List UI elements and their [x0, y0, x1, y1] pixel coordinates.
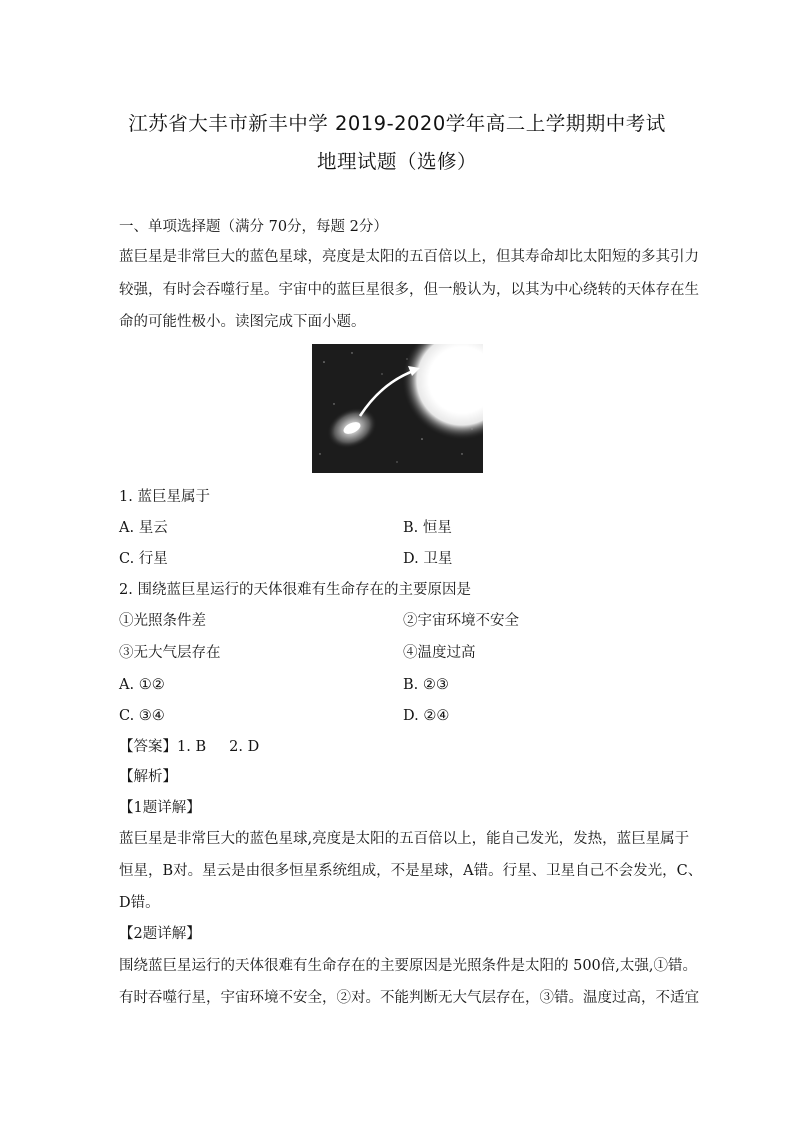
q2-option-a: A. ①② [119, 677, 165, 693]
detail1-heading: 【1题详解】 [119, 800, 201, 816]
detail1-line-3: D错。 [119, 895, 160, 911]
analysis-heading: 【解析】 [119, 769, 177, 785]
q2-item-4: ④温度过高 [403, 645, 476, 661]
q2-item-1: ①光照条件差 [119, 613, 206, 629]
q2-item-2: ②宇宙环境不安全 [403, 613, 519, 629]
q1-option-d: D. 卫星 [403, 551, 453, 567]
q2-option-d: D. ②④ [403, 708, 450, 724]
answer-line: 【答案】1. B 2. D [119, 739, 260, 755]
detail1-line-1: 蓝巨星是非常巨大的蓝色星球,亮度是太阳的五百倍以上，能自己发光，发热，蓝巨星属于 [119, 831, 690, 847]
section-heading: 一、单项选择题（满分 70分，每题 2分） [119, 219, 388, 235]
intro-line-1: 蓝巨星是非常巨大的蓝色星球，亮度是太阳的五百倍以上，但其寿命却比太阳短的多其引力 [119, 249, 699, 265]
q1-option-b: B. 恒星 [403, 520, 452, 536]
detail1-line-2: 恒星，B对。星云是由很多恒星系统组成，不是星球，A错。行星、卫星自己不会发光，C、 [119, 863, 703, 879]
q2-item-3: ③无大气层存在 [119, 645, 221, 661]
blue-giant-figure [312, 344, 483, 473]
q1-option-a: A. 星云 [119, 520, 168, 536]
q2-stem: 2. 围绕蓝巨星运行的天体很难有生命存在的主要原因是 [119, 582, 471, 598]
exam-subtitle: 地理试题（选修） [316, 150, 477, 173]
q2-option-b: B. ②③ [403, 677, 449, 693]
exam-title: 江苏省大丰市新丰中学 2019-2020学年高二上学期期中考试 [128, 112, 666, 135]
q1-option-c: C. 行星 [119, 551, 168, 567]
intro-line-2: 较强，有时会吞噬行星。宇宙中的蓝巨星很多，但一般认为，以其为中心绕转的天体存在生 [119, 282, 699, 298]
detail2-line-2: 有时吞噬行星，宇宙环境不安全，②对。不能判断无大气层存在，③错。温度过高，不适宜 [119, 990, 699, 1006]
blue-giant-illustration [312, 344, 483, 473]
detail2-heading: 【2题详解】 [119, 926, 201, 942]
intro-line-3: 命的可能性极小。读图完成下面小题。 [119, 314, 366, 330]
q1-stem: 1. 蓝巨星属于 [119, 489, 210, 505]
detail2-line-1: 围绕蓝巨星运行的天体很难有生命存在的主要原因是光照条件是太阳的 500倍,太强,①错。 [119, 958, 697, 974]
q2-option-c: C. ③④ [119, 708, 165, 724]
